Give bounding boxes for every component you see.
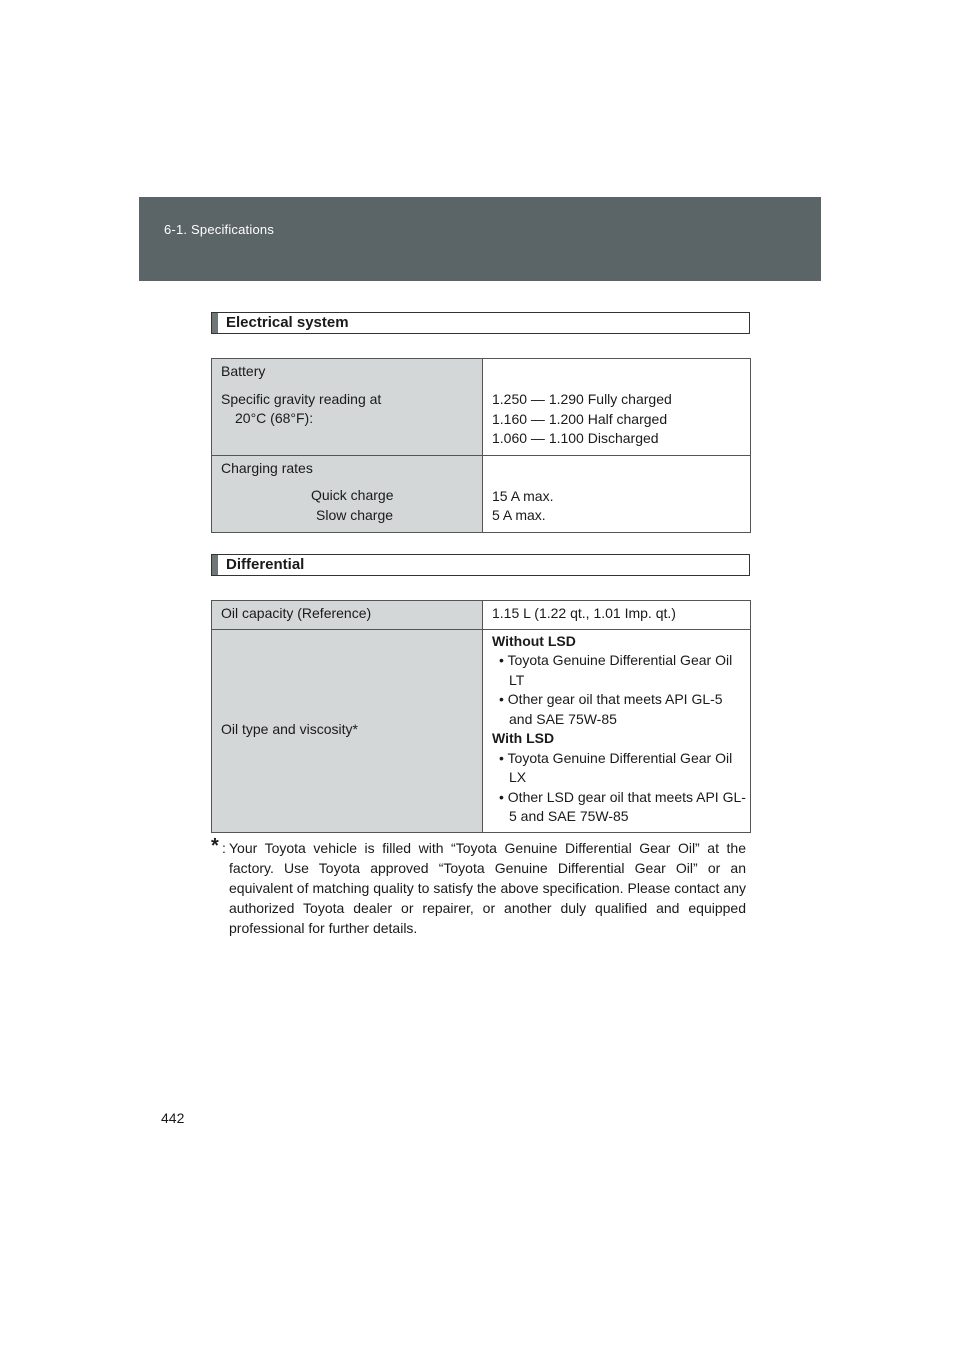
section-title-electrical: [211, 312, 750, 334]
table-row: [212, 629, 751, 832]
electrical-table: [211, 358, 751, 533]
footnote-marker: *: [211, 835, 219, 857]
battery-label: Battery: [221, 363, 266, 379]
quick-charge-label: Quick charge: [311, 487, 394, 503]
slow-charge-value: 5 A max.: [492, 507, 546, 523]
footnote-colon: :: [222, 840, 226, 856]
section-label: 6-1. Specifications: [164, 222, 275, 237]
gravity-values-cell: [483, 359, 751, 456]
gravity-value: 1.250 — 1.290 Fully charged: [492, 391, 672, 407]
section-title-text: Electrical system: [226, 314, 349, 331]
capacity-label: Oil capacity (Reference): [221, 605, 372, 621]
capacity-label-cell: [212, 601, 483, 630]
oil-type-label: Oil type and viscosity*: [221, 720, 358, 737]
gravity-label-line1: Specific gravity reading at: [221, 390, 382, 407]
charging-label: Charging rates: [221, 459, 313, 476]
footnote-text: Your Toyota vehicle is filled with “Toyota Genuine Differential Gear Oil” at the factory. Use Toyota approved “Toyota Genuine Differential Gear Oil” or an equivalent of matching quality to satisfy the above specification. Please contact any authorized Toyota dealer or repairer, or another duly qualified and equipped professional for further details.: [229, 840, 746, 936]
gravity-label-line2: 20°C (68°F):: [235, 410, 314, 426]
with-lsd-heading: With LSD: [492, 730, 555, 746]
capacity-value: 1.15 L (1.22 qt., 1.01 Imp. qt.): [492, 605, 676, 621]
table-row: [212, 601, 751, 630]
battery-label-cell: [212, 359, 483, 456]
charging-label-cell: [212, 455, 483, 532]
oil-type-values-cell: [483, 629, 751, 832]
oil-type-label-cell: [212, 629, 483, 832]
header-band: [139, 197, 821, 281]
list-item: • Toyota Genuine Differential Gear Oil LT: [499, 652, 733, 688]
table-row: [212, 359, 751, 456]
gravity-value: 1.060 — 1.100 Discharged: [492, 430, 659, 446]
page-number: 442: [161, 1110, 185, 1126]
quick-charge-value: 15 A max.: [492, 487, 554, 504]
footnote: [211, 835, 746, 938]
section-title-differential: [211, 554, 750, 576]
list-item: • Other LSD gear oil that meets API GL-5 and SAE 75W-85: [499, 788, 746, 824]
section-title-text: Differential: [226, 556, 305, 573]
charging-values-cell: [483, 455, 751, 532]
differential-table: [211, 600, 751, 833]
without-lsd-heading: Without LSD: [492, 632, 576, 649]
gravity-value: 1.160 — 1.200 Half charged: [492, 410, 668, 427]
list-item: • Other gear oil that meets API GL-5 and SAE 75W-85: [499, 691, 723, 727]
capacity-value-cell: [483, 601, 751, 630]
slow-charge-label: Slow charge: [316, 506, 394, 523]
list-item: • Toyota Genuine Differential Gear Oil LX: [499, 749, 733, 785]
table-row: [212, 455, 751, 532]
